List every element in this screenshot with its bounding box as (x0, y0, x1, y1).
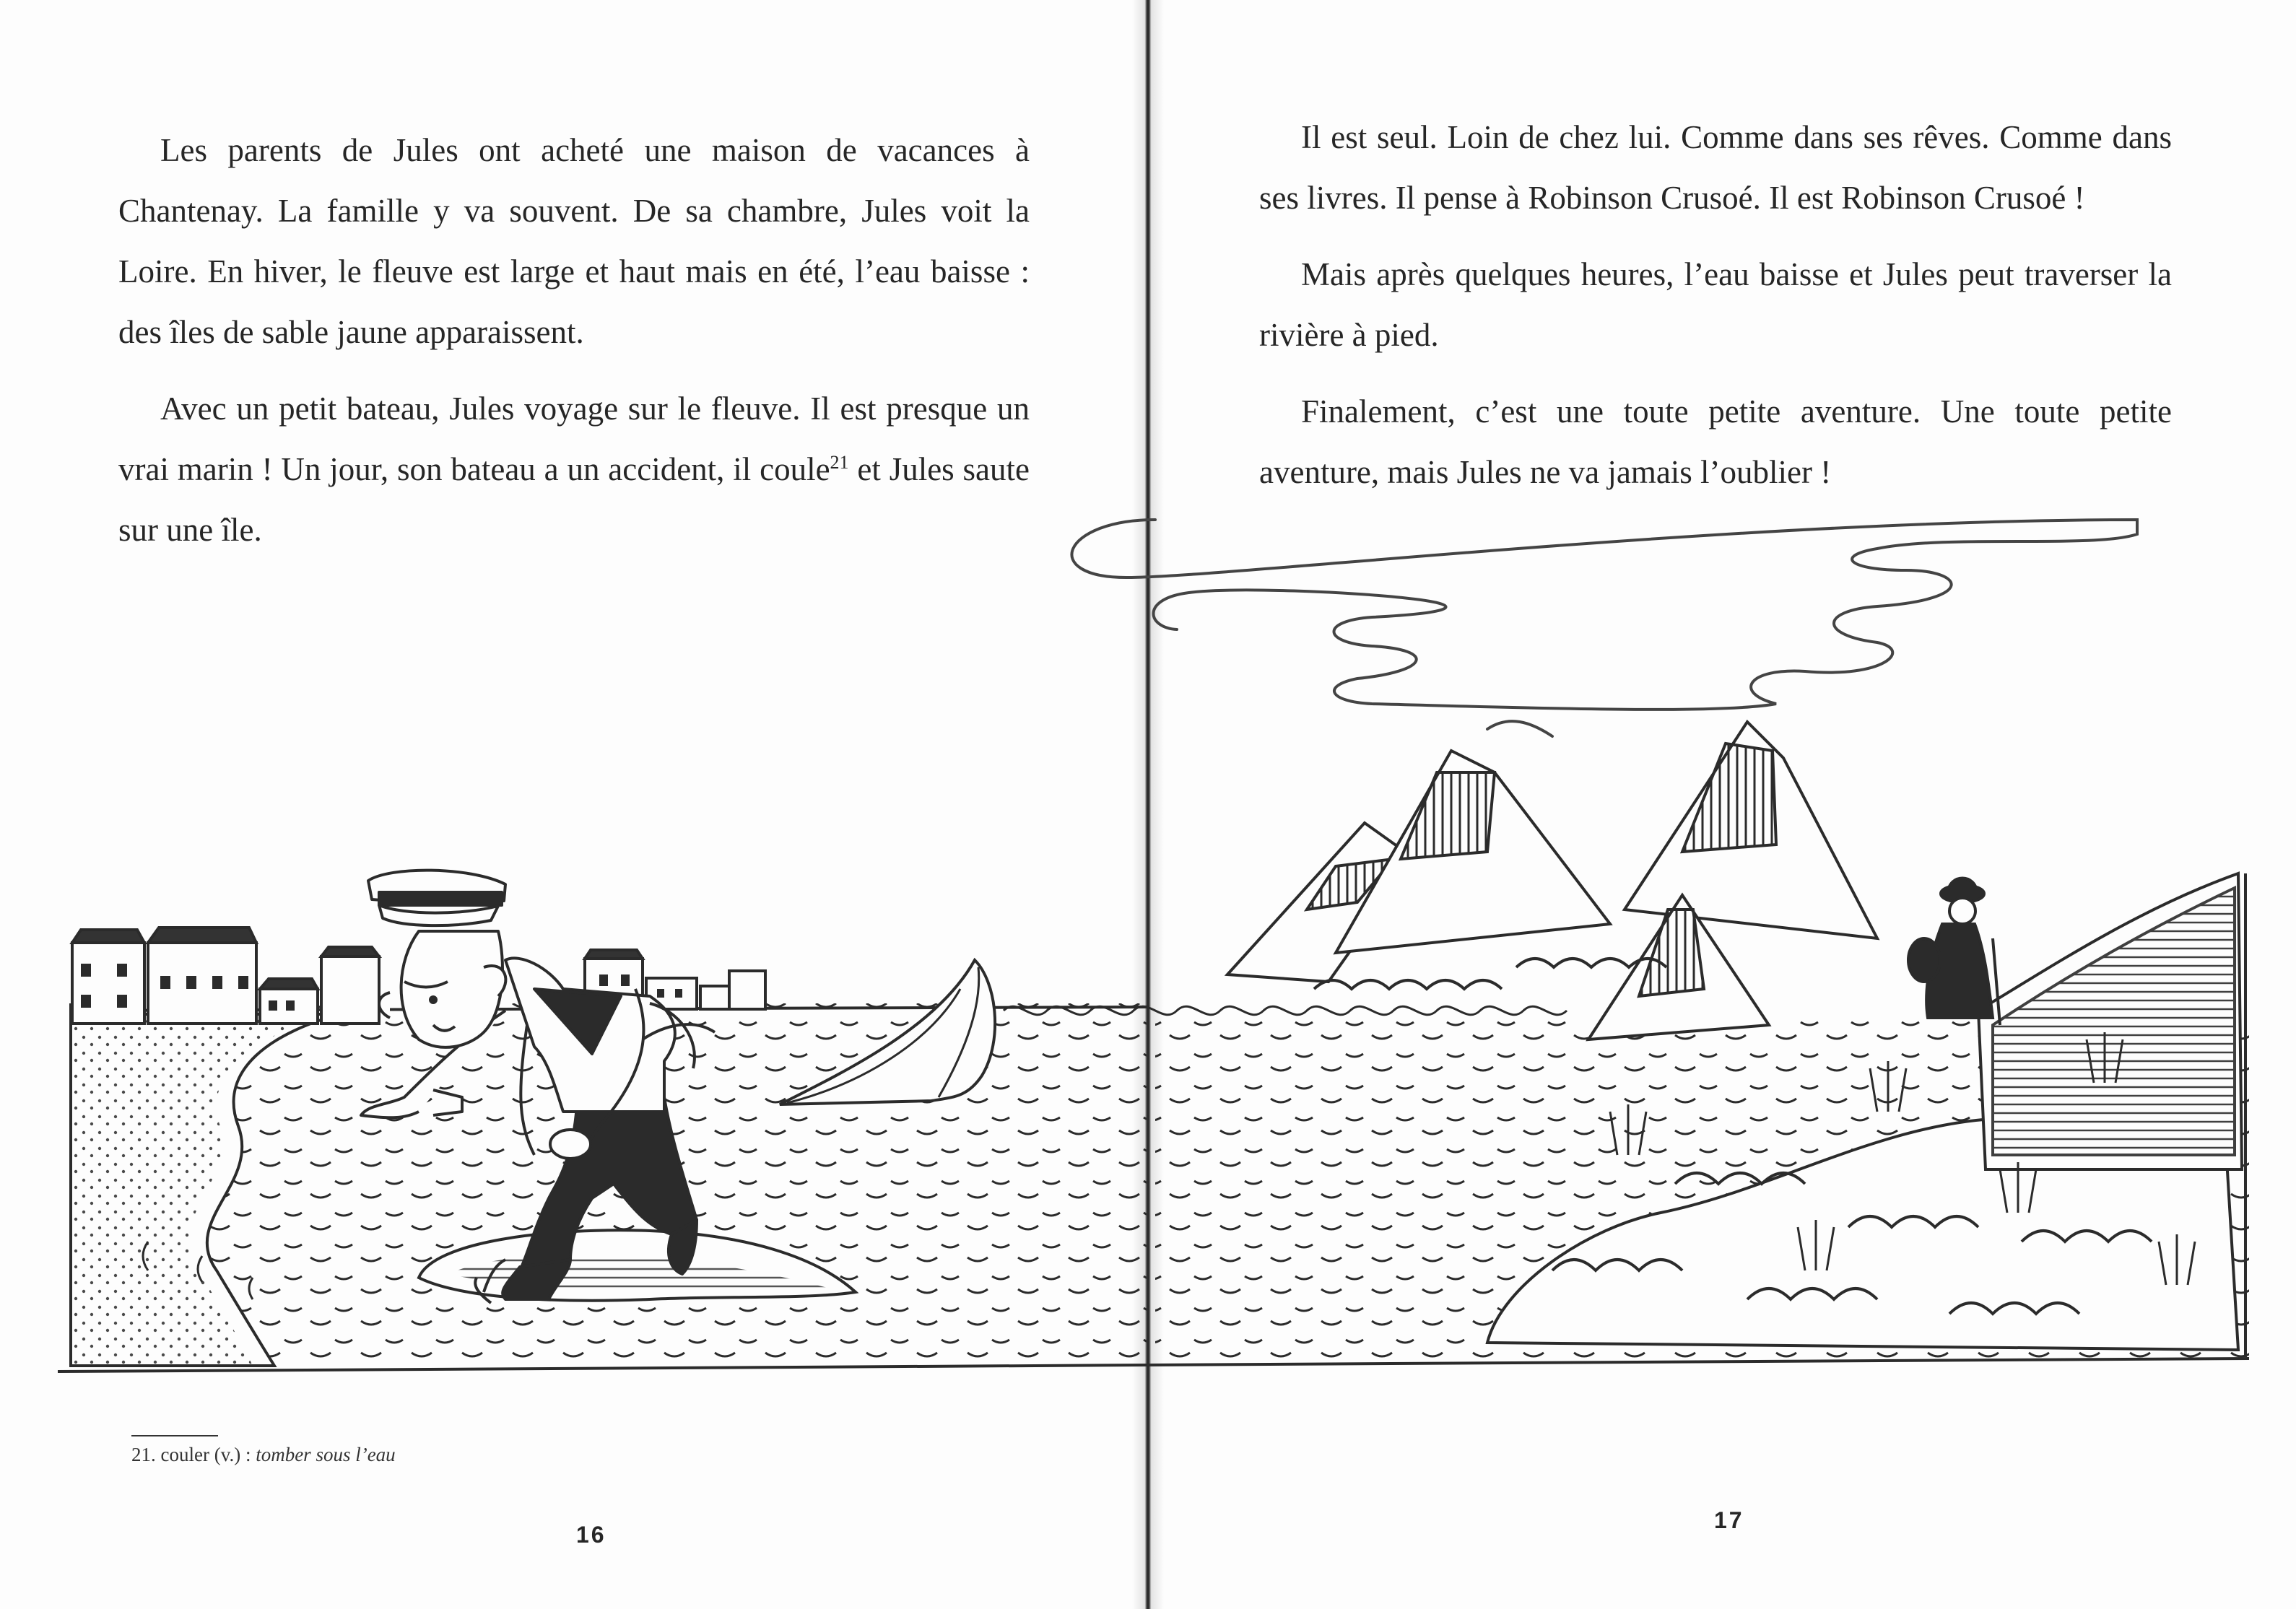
right-paragraph-1: Il est seul. Loin de chez lui. Comme dans ses rêves. Comme dans ses livres. Il pense à Robinson Crusoé. Il est Robinson Crusoé ! (1259, 119, 2172, 216)
volcano-smoke (1071, 520, 2137, 736)
left-paragraph-2-start: Avec un petit bateau, Jules voyage sur le fleuve. Il est presque un vrai marin ! Un jour, son bateau a un accident, il coule (118, 391, 1030, 487)
footnote-number: 21. couler (v.) : (131, 1444, 251, 1465)
footnote-reference[interactable]: 21 (830, 452, 849, 473)
left-scene (71, 871, 1148, 1366)
right-scene (1004, 722, 2249, 1364)
right-paragraph-3: Finalement, c’est une toute petite aventure. Une toute petite aventure, mais Jules ne va jamais l’oublier ! (1259, 393, 2172, 490)
volcanoes (1227, 722, 1877, 1039)
page-number-left: 16 (576, 1522, 606, 1548)
left-paragraph-1: Les parents de Jules ont acheté une maison de vacances à Chantenay. La famille y va souvent. De sa chambre, Jules voit la Loire. En hiver, le fleuve est large et haut mais en été, l’eau baisse : des îles de sable jaune apparaissent. (118, 132, 1030, 350)
robinson-crusoe-figure (1908, 878, 2000, 1026)
footnote-definition: tomber sous l’eau (256, 1444, 396, 1465)
left-paragraph-2-end: et Jules saute sur une île. (118, 451, 1030, 548)
page-number-right: 17 (1714, 1507, 1744, 1533)
right-paragraph-2: Mais après quelques heures, l’eau baisse et Jules peut traverser la rivière à pied. (1259, 256, 2172, 353)
